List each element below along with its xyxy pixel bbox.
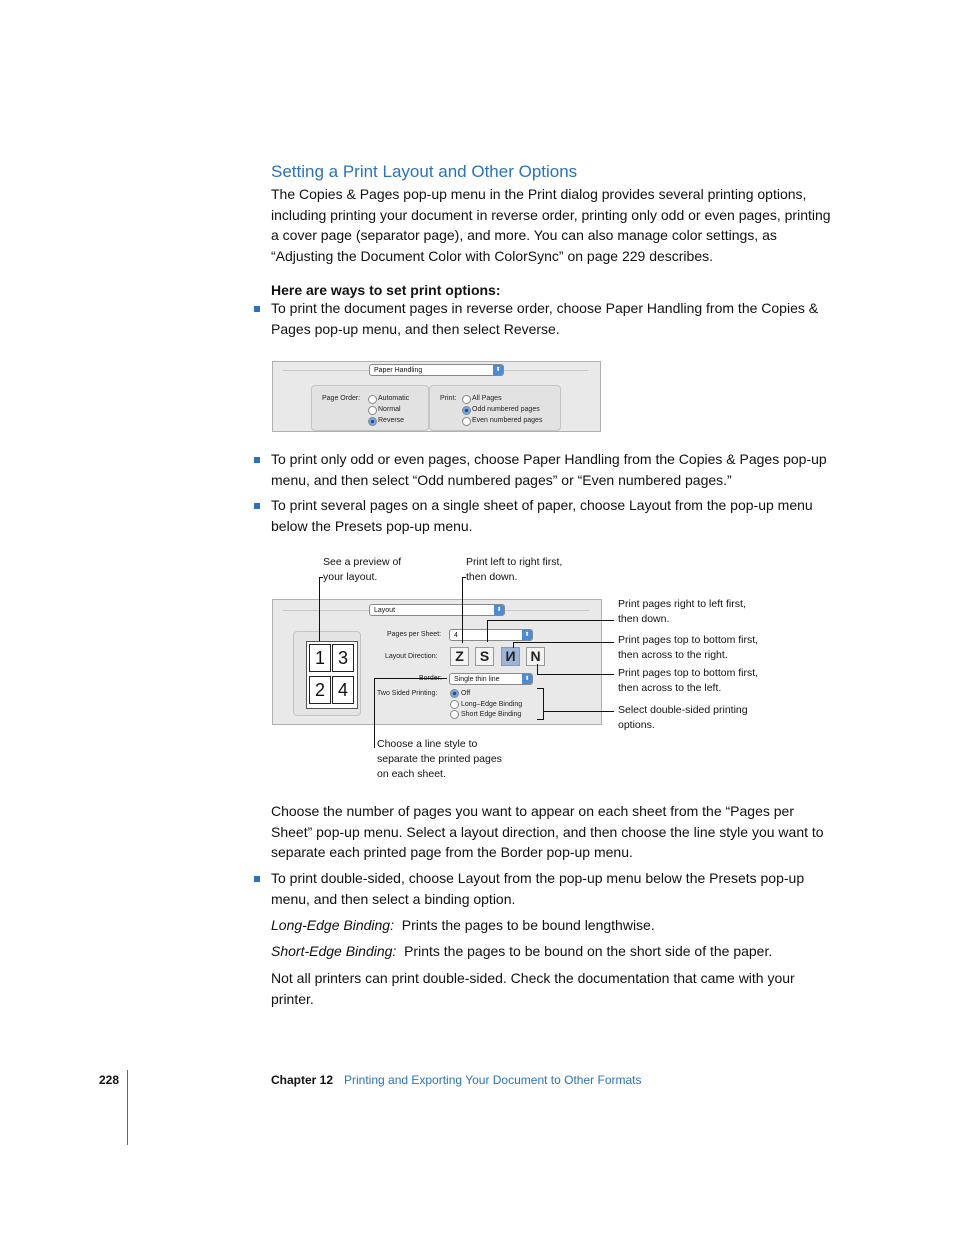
option-short-edge: Short Edge Binding — [461, 711, 522, 718]
leader-line — [537, 664, 538, 675]
long-edge-definition — [271, 915, 831, 936]
option-odd-pages: Odd numbered pages — [472, 406, 540, 413]
direction-ttb-left-button[interactable]: N — [526, 647, 545, 666]
popup-value: Single thin line — [454, 676, 500, 683]
leader-line — [319, 577, 323, 578]
preview-page-2: 2 — [309, 676, 331, 704]
print-label: Print: — [440, 395, 457, 402]
popup-value: 4 — [454, 632, 458, 639]
radio-odd-pages[interactable] — [462, 406, 471, 415]
leader-line — [374, 678, 447, 679]
preview-page-4: 4 — [332, 676, 354, 704]
leader-line — [487, 620, 614, 621]
popup-arrows-icon: ⬍ — [522, 674, 532, 684]
layout-popup[interactable] — [369, 604, 505, 616]
radio-normal[interactable] — [368, 406, 377, 415]
layout-direction-label: Layout Direction: — [385, 653, 438, 660]
direction-ttb-right-button[interactable]: И — [501, 647, 520, 666]
radio-reverse[interactable] — [368, 417, 377, 426]
callout-double-sided: Select double-sided printing options. — [618, 704, 748, 731]
page-order-label: Page Order: — [322, 395, 361, 402]
paper-handling-dialog — [272, 361, 601, 432]
pages-per-sheet-paragraph: Choose the number of pages you want to appear on each sheet from the “Pages per Sheet” pop-up menu. Select a layout direction, and then choose the line style you want to separate each printed page from the Border pop-up menu. — [271, 803, 824, 860]
short-edge-description: Prints the pages to be bound on the short side of the paper. — [404, 943, 773, 959]
radio-even-pages[interactable] — [462, 417, 471, 426]
leader-line — [537, 719, 543, 720]
callout-ltr-down: Print left to right first, then down. — [466, 556, 563, 583]
bullet-marker — [254, 503, 260, 509]
option-long-edge: Long–Edge Binding — [461, 701, 523, 708]
bullet-layout: To print several pages on a single sheet of paper, choose Layout from the pop-up menu below the Presets pop-up menu. — [271, 497, 813, 534]
popup-arrows-icon: ⬍ — [522, 630, 532, 640]
bullet-reverse-order: To print the document pages in reverse order, choose Paper Handling from the Copies & Pages pop-up menu, and then select Reverse. — [271, 300, 819, 337]
layout-preview-sheet — [306, 641, 358, 709]
two-sided-label: Two Sided Printing: — [377, 690, 438, 697]
option-normal: Normal — [378, 406, 401, 413]
direction-rtl-down-button[interactable]: S — [475, 647, 494, 666]
option-automatic: Automatic — [378, 395, 410, 402]
long-edge-term: Long-Edge Binding: — [271, 917, 394, 933]
callout-ttb-left: Print pages top to bottom first, then across to the left. — [618, 667, 759, 694]
direction-ltr-down-button[interactable]: Z — [450, 647, 469, 666]
preview-page-1: 1 — [309, 644, 331, 672]
leader-line — [543, 688, 544, 720]
intro-paragraph: The Copies & Pages pop-up menu in the Print dialog provides several printing options, including printing your document in reverse order, printing only odd or even pages, printing a cover page (separator page), and more. You can also manage color settings, as “Adjusting the Document Color with ColorSync” on page 229 describes. — [271, 186, 831, 264]
bullet-odd-even: To print only odd or even pages, choose Paper Handling from the Copies & Pages pop-up menu, and then select “Odd numbered pages” or “Even numbered pages.” — [271, 451, 827, 488]
radio-automatic[interactable] — [368, 395, 377, 404]
bullet-double-sided: To print double-sided, choose Layout from the pop-up menu below the Presets pop-up menu, and then select a binding option. — [271, 870, 805, 907]
leader-line — [462, 577, 463, 643]
option-reverse: Reverse — [378, 417, 405, 424]
bullet-marker — [254, 876, 260, 882]
leader-line — [513, 642, 514, 648]
radio-two-sided-off[interactable] — [450, 689, 459, 698]
leader-line — [537, 674, 614, 675]
popup-label: Layout — [374, 607, 396, 614]
bullet-marker — [254, 306, 260, 312]
long-edge-description: Prints the pages to be bound lengthwise. — [401, 917, 655, 933]
option-all-pages: All Pages — [472, 395, 502, 402]
leader-line — [513, 642, 614, 643]
callout-line-style: Choose a line style to separate the printed pages on each sheet. — [377, 738, 502, 780]
closing-paragraph: Not all printers can print double-sided. Check the documentation that came with your printer. — [271, 970, 795, 1007]
popup-arrows-icon: ⬍ — [494, 605, 504, 615]
radio-short-edge[interactable] — [450, 710, 459, 719]
option-even-pages: Even numbered pages — [472, 417, 543, 424]
popup-arrows-icon: ⬍ — [493, 365, 503, 375]
paper-handling-popup[interactable] — [369, 364, 504, 376]
leader-line — [319, 577, 320, 641]
preview-page-3: 3 — [332, 644, 354, 672]
callout-rtl-down: Print pages right to left first, then down. — [618, 598, 746, 625]
radio-long-edge[interactable] — [450, 700, 459, 709]
leader-line — [537, 688, 543, 689]
page-order-group — [311, 385, 429, 431]
border-popup[interactable] — [449, 673, 533, 685]
footer-chapter-title: Printing and Exporting Your Document to Other Formats — [344, 1073, 642, 1087]
short-edge-term: Short-Edge Binding: — [271, 943, 397, 959]
page-number: 228 — [99, 1073, 120, 1087]
layout-dialog — [272, 599, 602, 725]
leader-line — [487, 620, 488, 642]
ways-label: Here are ways to set print options: — [271, 282, 501, 298]
option-off: Off — [461, 690, 471, 697]
leader-line — [543, 711, 614, 712]
leader-line — [374, 678, 375, 748]
bullet-marker — [254, 457, 260, 463]
leader-line — [462, 577, 466, 578]
callout-ttb-right: Print pages top to bottom first, then across to the right. — [618, 634, 759, 661]
footer-chapter: Chapter 12 — [271, 1073, 334, 1087]
short-edge-definition — [271, 941, 831, 962]
print-group — [429, 385, 561, 431]
layout-preview-panel — [293, 631, 361, 716]
pages-per-sheet-label: Pages per Sheet: — [387, 631, 442, 638]
footer-rule — [127, 1070, 128, 1145]
radio-all-pages[interactable] — [462, 395, 471, 404]
section-heading: Setting a Print Layout and Other Options — [271, 162, 578, 181]
popup-label: Paper Handling — [374, 367, 423, 374]
callout-preview: See a preview of your layout. — [323, 556, 402, 583]
